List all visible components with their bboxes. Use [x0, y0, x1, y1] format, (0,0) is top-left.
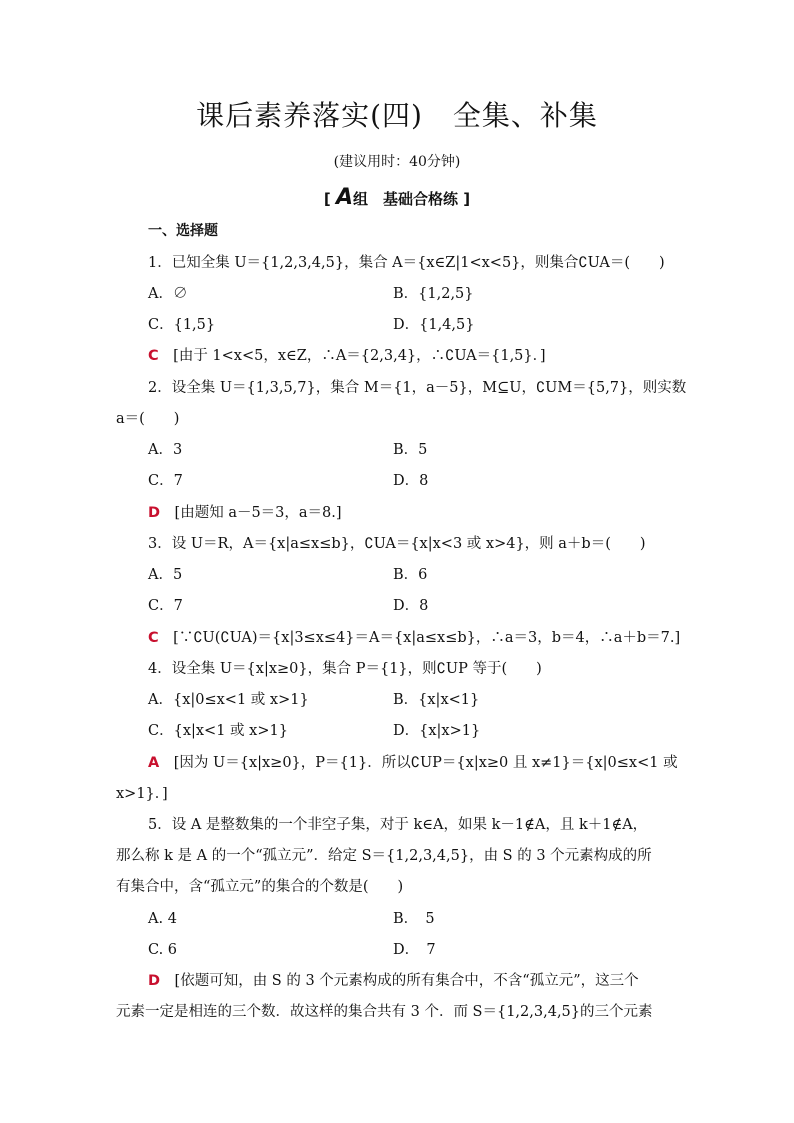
q2-solution-text: [由题知 a－5＝3，a＝8.] [174, 505, 342, 521]
q4-option-a: A．{x|0≤x<1 或 x>1} [148, 692, 309, 708]
q2-option-a: A．3 [148, 442, 183, 458]
time-note: (建议用时：40分钟) [333, 154, 461, 170]
q2-stem-cont: a＝( ) [116, 411, 180, 427]
q1-solution [148, 345, 546, 367]
q4-answer-letter: A [148, 755, 160, 771]
q4-solution-text: [因为 U＝{x|x≥0}，P＝{1}．所以∁UP＝{x|x≥0 且 x≠1}＝{x|0≤x<1 或 [173, 755, 678, 771]
q2-solution [148, 502, 342, 524]
title-main: 课后素养落实(四) [196, 99, 423, 132]
q5-option-a: A. 4 [148, 911, 177, 927]
q4-option-d: D．{x|x>1} [393, 723, 481, 739]
q5-answer-letter: D [148, 973, 161, 989]
q2-option-d: D．8 [393, 473, 429, 489]
q2-option-b: B．5 [393, 442, 428, 458]
q1-option-b: B．{1,2,5} [393, 286, 474, 302]
section-heading: 一、选择题 [148, 223, 218, 239]
q3-option-d: D．8 [393, 598, 429, 614]
q2-stem: 2．设全集 U＝{1,3,5,7}，集合 M＝{1，a－5}，M⊆U，∁UM＝{5,7}，则实数 [148, 380, 687, 396]
q2-option-c: C．7 [148, 473, 183, 489]
q3-option-c: C．7 [148, 598, 183, 614]
group-bracket-close: ] [463, 190, 471, 208]
q1-solution-text: [由于 1<x<5，x∈Z，∴A＝{2,3,4}，∴∁UA＝{1,5}．] [173, 348, 546, 364]
q5-option-c: C. 6 [148, 942, 178, 958]
group-heading [0, 186, 794, 211]
q5-solution [148, 970, 639, 992]
q3-solution [148, 627, 680, 649]
q3-solution-text: [∵∁U(∁UA)＝{x|3≤x≤4}＝A＝{x|a≤x≤b}，∴a＝3，b＝4，∴a＋b＝7.] [173, 630, 681, 646]
q5-option-d: D． 7 [393, 942, 436, 958]
q4-stem: 4．设全集 U＝{x|x≥0}，集合 P＝{1}，则∁UP 等于( ) [148, 661, 542, 677]
q1-stem: 1．已知全集 U＝{1,2,3,4,5}，集合 A＝{x∈Z|1<x<5}，则集合∁UA＝( ) [148, 255, 665, 271]
q5-option-b: B． 5 [393, 911, 435, 927]
q5-stem-cont-2: 有集合中，含“孤立元”的集合的个数是( ) [116, 879, 404, 895]
q1-option-a: A．∅ [148, 286, 188, 302]
group-letter: A [335, 185, 353, 210]
q1-option-c: C．{1,5} [148, 317, 216, 333]
q4-option-b: B．{x|x<1} [393, 692, 480, 708]
q5-solution-text: [依题可知，由 S 的 3 个元素构成的所有集合中，不含“孤立元”，这三个 [174, 973, 639, 989]
q4-solution-cont: x>1}．] [116, 786, 168, 802]
q4-solution [148, 752, 678, 774]
q5-stem-cont-1: 那么称 k 是 A 的一个“孤立元”．给定 S＝{1,2,3,4,5}，由 S 的 3 个元素构成的所 [116, 848, 652, 864]
q1-answer-letter: C [148, 348, 159, 364]
q5-solution-cont: 元素一定是相连的三个数．故这样的集合共有 3 个．而 S＝{1,2,3,4,5}的三个元素 [116, 1004, 653, 1020]
q3-stem: 3．设 U＝R，A＝{x|a≤x≤b}，∁UA＝{x|x<3 或 x>4}，则 a＋b＝( ) [148, 536, 646, 552]
q3-option-a: A．5 [148, 567, 183, 583]
q3-answer-letter: C [148, 630, 159, 646]
q2-answer-letter: D [148, 505, 161, 521]
q1-option-d: D．{1,4,5} [393, 317, 475, 333]
title-sub: 全集、补集 [452, 99, 598, 132]
q3-option-b: B．6 [393, 567, 428, 583]
q4-option-c: C．{x|x<1 或 x>1} [148, 723, 288, 739]
group-label: 组 基础合格练 [353, 190, 459, 208]
page-title [0, 98, 794, 134]
q5-stem: 5．设 A 是整数集的一个非空子集，对于 k∈A，如果 k－1∉A，且 k＋1∉A， [148, 817, 648, 833]
group-bracket-open: [ [323, 190, 331, 208]
